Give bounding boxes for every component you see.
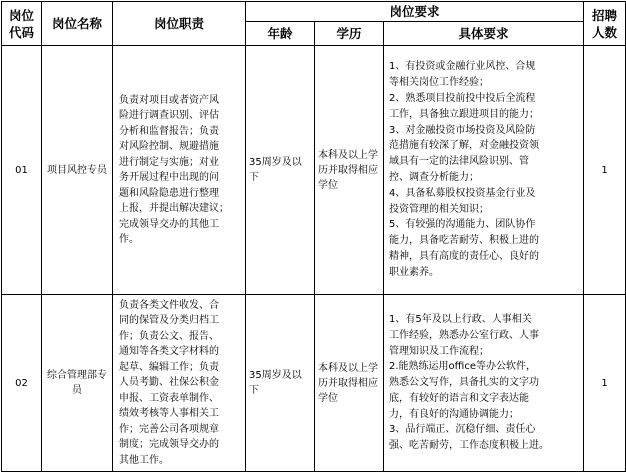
table-row [2, 46, 626, 295]
row-specific [384, 46, 584, 295]
row-name: 项目风控专员 [42, 46, 113, 295]
requirement-line: 力，有良好的沟通协调能力； [389, 408, 519, 420]
duties-line: 题和风险隐患进行整理 [119, 187, 219, 199]
requirement-line: 工作经验，熟悉办公室行政、人事 [389, 329, 539, 341]
requirement-line: 等相关岗位工作经验； [389, 77, 489, 89]
duties-line: 上报，并提出解决建议； [119, 203, 229, 214]
row-age: 35周岁及以下 [246, 46, 315, 295]
header-count: 招聘人数 [584, 2, 626, 46]
requirement-line: 4、具备私募股权投资基金行业及 [389, 187, 536, 199]
duties-line: 作；完善公司各项规章 [119, 423, 219, 435]
duties-line: 完成领导交办的其他工 [119, 218, 219, 230]
duties-line: 作；负责公文、报告、 [119, 330, 219, 342]
row-age: 35周岁及以下 [246, 295, 315, 472]
requirement-line: 范措施有较深了解，对金融投资领 [389, 140, 539, 152]
row-code: 01 [2, 46, 42, 295]
row-count: 1 [584, 46, 626, 295]
row-duties [113, 295, 246, 472]
requirement-line: 1、有5年及以上行政、人事相关 [389, 313, 532, 325]
row-name: 综合管理部专员 [42, 295, 113, 472]
row-duties [113, 46, 246, 295]
requirement-line: 管理知识及工作流程； [389, 345, 489, 357]
requirement-line: 控、调查分析能力； [389, 172, 479, 183]
requirement-line: 底，有较好的语言和文字表达能 [389, 392, 529, 404]
requirement-line: 投资管理的相关知识； [389, 203, 489, 215]
requirement-line: 能力，具备吃苦耐劳、积极上进的 [389, 235, 539, 247]
requirement-line: 熟悉公文写作，具备扎实的文字功 [389, 377, 539, 389]
requirement-line: 3、对金融投资市场投资及风险防 [389, 124, 536, 136]
requirement-line: 3、品行端正、沉稳仔细、责任心 [389, 424, 536, 436]
duties-line: 同的保管及分类归档工 [119, 315, 219, 327]
requirement-line: 强、吃苦耐劳，工作态度积极上进。 [389, 440, 549, 452]
duties-line: 负责对项目或者资产风 [119, 94, 219, 106]
duties-line: 对风险控制、规避措施 [119, 141, 219, 152]
header-age: 年龄 [246, 22, 315, 46]
requirement-line: 域具有一定的法律风险识别、管 [389, 156, 529, 168]
duties-line: 通知等各类文字材料的 [119, 346, 219, 358]
header-education: 学历 [315, 22, 384, 46]
table-row [2, 295, 626, 472]
header-requirements: 岗位要求 [246, 2, 584, 22]
requirement-line: 2.能熟练运用office等办公软件， [389, 361, 536, 373]
row-specific [384, 295, 584, 472]
duties-line: 进行制定与实施；对业 [119, 156, 219, 168]
duties-line: 起草、编辑工作；负责 [119, 361, 219, 373]
duties-line: 务开展过程中出现的问 [119, 172, 219, 183]
duties-line: 绩效考核等人事相关工 [119, 408, 219, 420]
row-count: 1 [584, 295, 626, 472]
requirement-line: 工作，具备独立跟进项目的能力； [389, 108, 539, 120]
duties-line: 作。 [119, 234, 139, 245]
requirement-line: 职业素养。 [389, 266, 439, 278]
duties-line: 其他工作。 [119, 454, 169, 466]
duties-line: 人员考勤、社保公积金 [119, 377, 219, 389]
requirement-line: 5、有较强的沟通能力、团队协作 [389, 219, 536, 231]
duties-line: 制度；完成领导交办的 [119, 439, 219, 451]
job-table [1, 1, 626, 472]
header-specific: 具体要求 [384, 22, 584, 46]
requirement-line: 精神，具有高度的责任心、良好的 [389, 250, 539, 262]
row-education: 本科及以上学历并取得相应学位 [315, 295, 384, 472]
header-duties: 岗位职责 [113, 2, 246, 46]
requirement-line: 1、有投资或金融行业风控、合规 [389, 61, 536, 73]
duties-line: 险进行调查识别、评估 [119, 110, 219, 121]
requirement-line: 2、熟悉项目投前投中投后全流程 [389, 93, 536, 105]
header-name: 岗位名称 [42, 2, 113, 46]
duties-line: 负责各类文件收发、合 [119, 299, 219, 311]
duties-line: 申报、工资表单制作、 [119, 392, 219, 404]
row-code: 02 [2, 295, 42, 472]
duties-line: 分析和监督报告；负责 [119, 125, 219, 137]
header-code: 岗位代码 [2, 2, 42, 46]
row-education: 本科及以上学历并取得相应学位 [315, 46, 384, 295]
